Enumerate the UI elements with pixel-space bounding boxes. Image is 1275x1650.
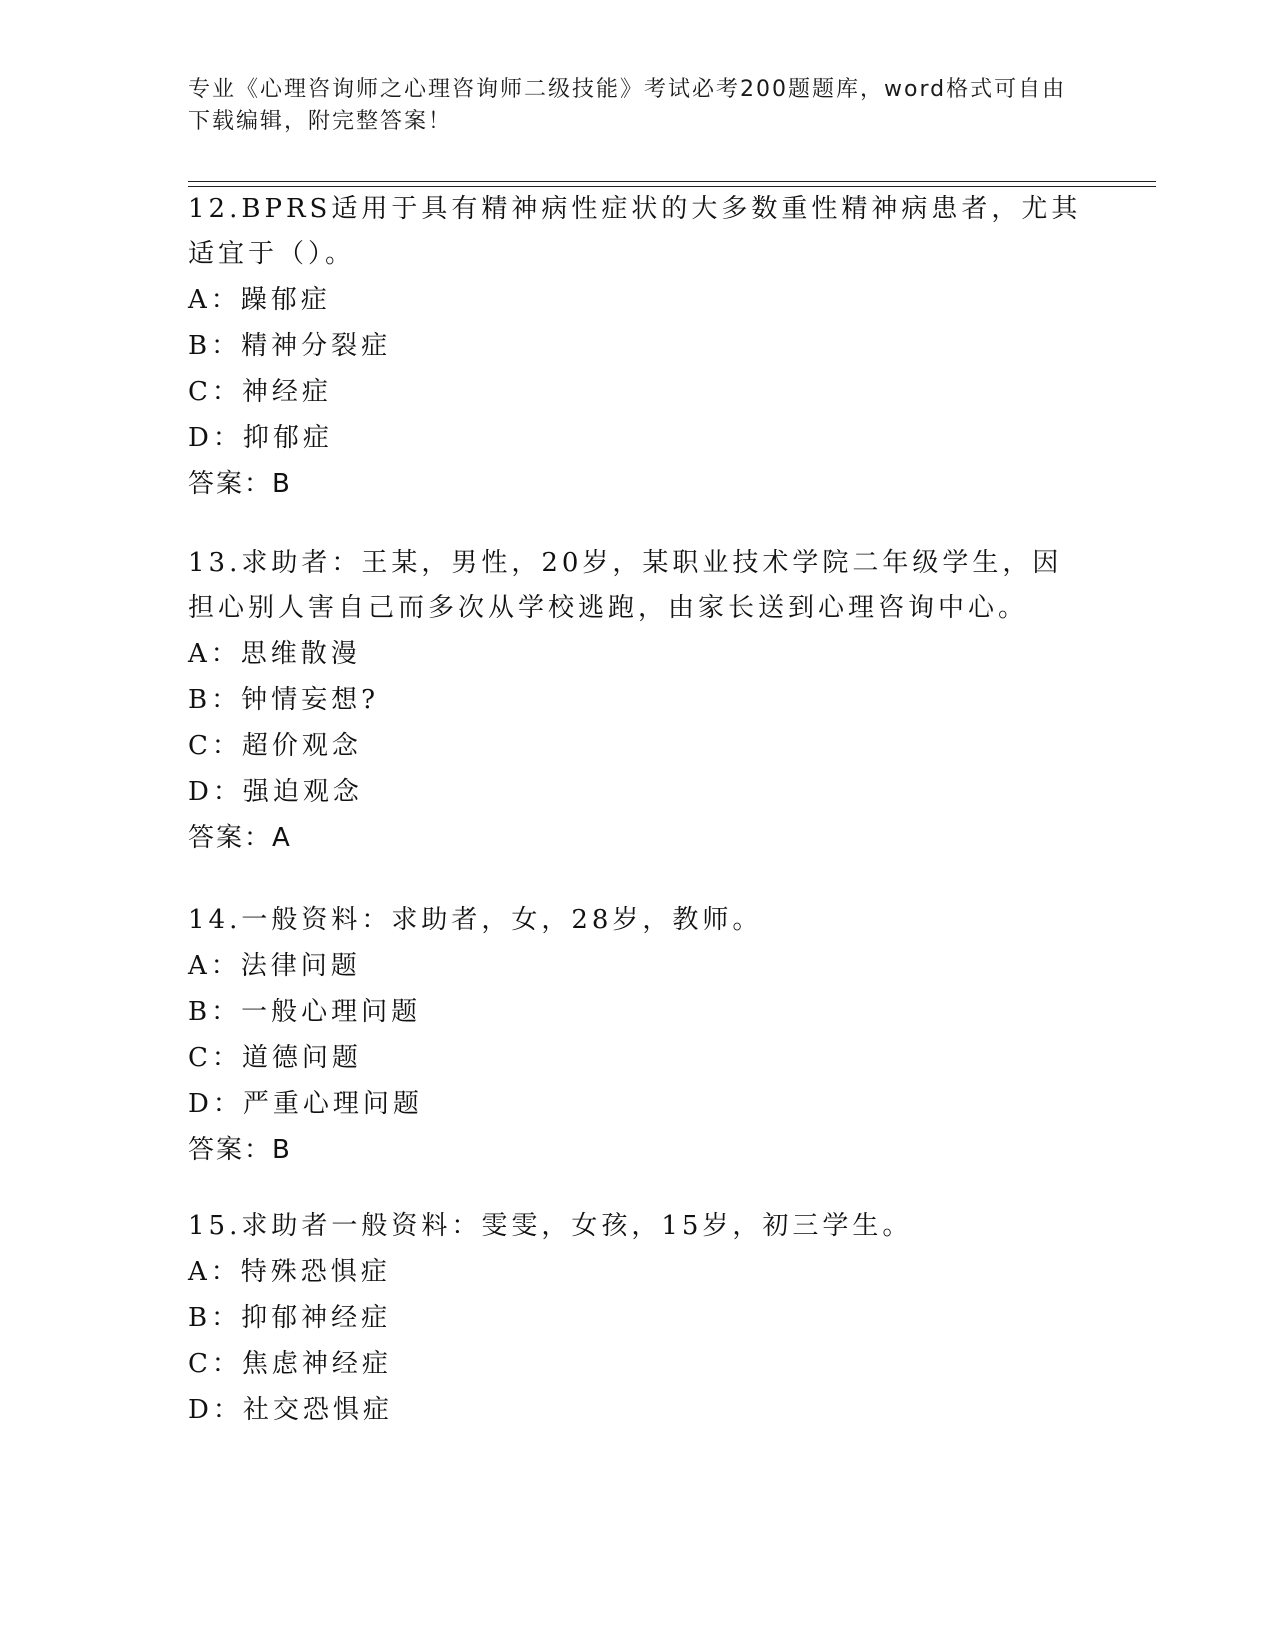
header-note: 专业《心理咨询师之心理咨询师二级技能》考试必考200题题库，word格式可自由下载编辑，附完整答案！	[188, 77, 1067, 134]
answer-line: 答案：B	[188, 469, 292, 499]
option-b: B：一般心理问题	[188, 997, 422, 1027]
option-d: D：社交恐惧症	[188, 1395, 393, 1425]
header-divider-top	[188, 181, 1156, 182]
answer-line: 答案：B	[188, 1135, 292, 1165]
option-b: B：抑郁神经症	[188, 1303, 392, 1333]
option-d: D：抑郁症	[188, 423, 333, 453]
option-c: C：道德问题	[188, 1043, 362, 1073]
option-a: A：思维散漫	[188, 639, 361, 669]
question-12	[188, 187, 1088, 507]
question-14	[188, 898, 1088, 1173]
option-b: B：钟情妄想?	[188, 685, 380, 715]
answer-line: 答案：A	[188, 823, 292, 853]
question-13	[188, 541, 1088, 861]
option-a: A：法律问题	[188, 951, 361, 981]
option-d: D：强迫观念	[188, 777, 363, 807]
question-stem: 15.求助者一般资料：雯雯，女孩，15岁，初三学生。	[188, 1211, 913, 1241]
question-15	[188, 1204, 1088, 1433]
option-b: B：精神分裂症	[188, 331, 392, 361]
question-stem: 12.BPRS适用于具有精神病性症状的大多数重性精神病患者，尤其适宜于（）。	[188, 194, 1082, 269]
option-a: A：躁郁症	[188, 285, 331, 315]
option-c: C：神经症	[188, 377, 332, 407]
question-stem: 14.一般资料：求助者，女，28岁，教师。	[188, 905, 763, 935]
option-c: C：焦虑神经症	[188, 1349, 392, 1379]
question-stem: 13.求助者：王某，男性，20岁，某职业技术学院二年级学生，因担心别人害自己而多次从学校逃跑，由家长送到心理咨询中心。	[188, 548, 1063, 623]
option-a: A：特殊恐惧症	[188, 1257, 391, 1287]
option-d: D：严重心理问题	[188, 1089, 423, 1119]
option-c: C：超价观念	[188, 731, 362, 761]
